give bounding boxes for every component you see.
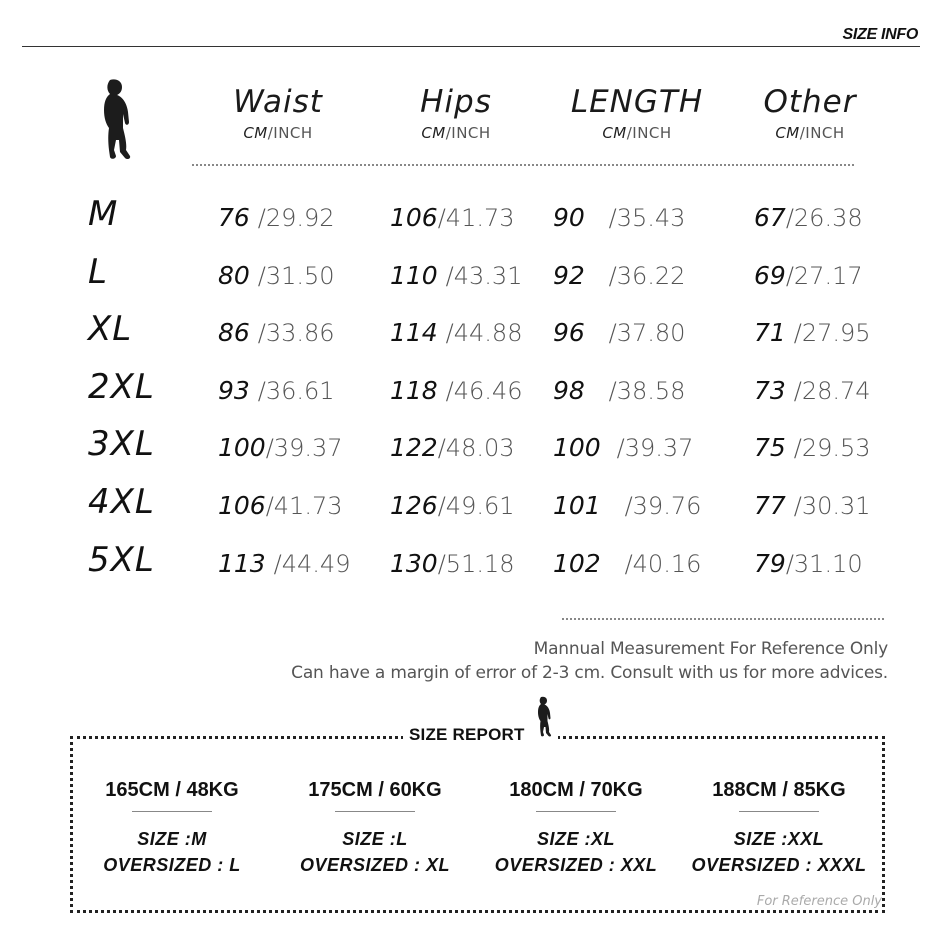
column-unit: CM/INCH (421, 124, 491, 142)
table-cell: 106/41.73 (390, 203, 515, 232)
size-label: 4XL (88, 482, 155, 522)
size-report-title: SIZE REPORT (403, 725, 531, 745)
report-entry (476, 779, 676, 878)
table-cell: 100/39.37 (218, 433, 343, 462)
page-title: SIZE INFO (842, 26, 918, 43)
report-entry (275, 779, 475, 878)
report-height-weight: 188CM / 85KG (712, 779, 846, 801)
table-cell: 126/49.61 (390, 491, 515, 520)
column-name: Other (763, 84, 857, 120)
table-cell: 77 /30.31 (754, 491, 871, 520)
column-header-waist (188, 84, 368, 142)
size-label: 3XL (88, 424, 155, 464)
table-cell: 69/27.17 (754, 261, 863, 290)
column-name: LENGTH (570, 84, 704, 120)
table-cell: 86 /33.86 (218, 318, 335, 347)
column-name: Waist (233, 84, 323, 120)
size-label: XL (88, 309, 133, 349)
column-unit: CM/INCH (775, 124, 845, 142)
report-oversized: OVERSIZED : XL (299, 855, 450, 875)
table-cell: 92 /36.22 (553, 261, 686, 290)
table-cell: 113 /44.49 (218, 549, 351, 578)
size-label: L (88, 252, 108, 292)
table-cell: 122/48.03 (390, 433, 515, 462)
report-oversized: OVERSIZED : XXXL (691, 855, 867, 875)
size-label: 5XL (88, 540, 155, 580)
report-entry (72, 779, 272, 878)
size-label: M (88, 194, 119, 234)
table-cell: 98 /38.58 (553, 376, 686, 405)
table-cell: 106/41.73 (218, 491, 343, 520)
report-height-weight: 175CM / 60KG (308, 779, 442, 801)
note-line-1: Mannual Measurement For Reference Only (533, 639, 888, 659)
reference-only-footnote: For Reference Only (756, 894, 882, 909)
table-cell: 76 /29.92 (218, 203, 335, 232)
table-cell: 79/31.10 (754, 549, 863, 578)
column-unit: CM/INCH (602, 124, 672, 142)
column-unit: CM/INCH (243, 124, 313, 142)
table-cell: 101 /39.76 (553, 491, 702, 520)
table-cell: 118 /46.46 (390, 376, 523, 405)
report-size: SIZE :M (137, 829, 207, 849)
column-header-hips (366, 84, 546, 142)
report-entry-divider (739, 811, 819, 812)
report-height-weight: 165CM / 48KG (105, 779, 239, 801)
standing-person-icon (528, 694, 558, 740)
report-size: SIZE :L (342, 829, 408, 849)
size-label: 2XL (88, 367, 155, 407)
standing-person-icon (92, 78, 136, 162)
column-name: Hips (420, 84, 492, 120)
table-cell: 100 /39.37 (553, 433, 694, 462)
report-size: SIZE :XL (536, 829, 615, 849)
table-cell: 130/51.18 (390, 549, 515, 578)
notes-dotted-divider (562, 618, 884, 620)
report-entry-divider (132, 811, 212, 812)
column-header-other (720, 84, 900, 142)
report-size: SIZE :XXL (733, 829, 825, 849)
table-cell: 90 /35.43 (553, 203, 686, 232)
report-height-weight: 180CM / 70KG (509, 779, 643, 801)
table-cell: 71 /27.95 (754, 318, 871, 347)
report-oversized: OVERSIZED : XXL (494, 855, 658, 875)
table-cell: 67/26.38 (754, 203, 863, 232)
header-divider (22, 46, 920, 47)
table-cell: 114 /44.88 (390, 318, 523, 347)
table-cell: 93 /36.61 (218, 376, 335, 405)
table-cell: 73 /28.74 (754, 376, 871, 405)
report-entry-divider (536, 811, 616, 812)
header-dotted-divider (192, 164, 854, 166)
report-entry (679, 779, 879, 878)
table-cell: 110 /43.31 (390, 261, 523, 290)
table-cell: 96 /37.80 (553, 318, 686, 347)
note-line-2: Can have a margin of error of 2-3 cm. Consult with us for more advices. (291, 663, 888, 683)
table-cell: 80 /31.50 (218, 261, 335, 290)
table-cell: 75 /29.53 (754, 433, 871, 462)
column-header-length (547, 84, 727, 142)
table-cell: 102 /40.16 (553, 549, 702, 578)
report-entry-divider (335, 811, 415, 812)
report-oversized: OVERSIZED : L (103, 855, 241, 875)
